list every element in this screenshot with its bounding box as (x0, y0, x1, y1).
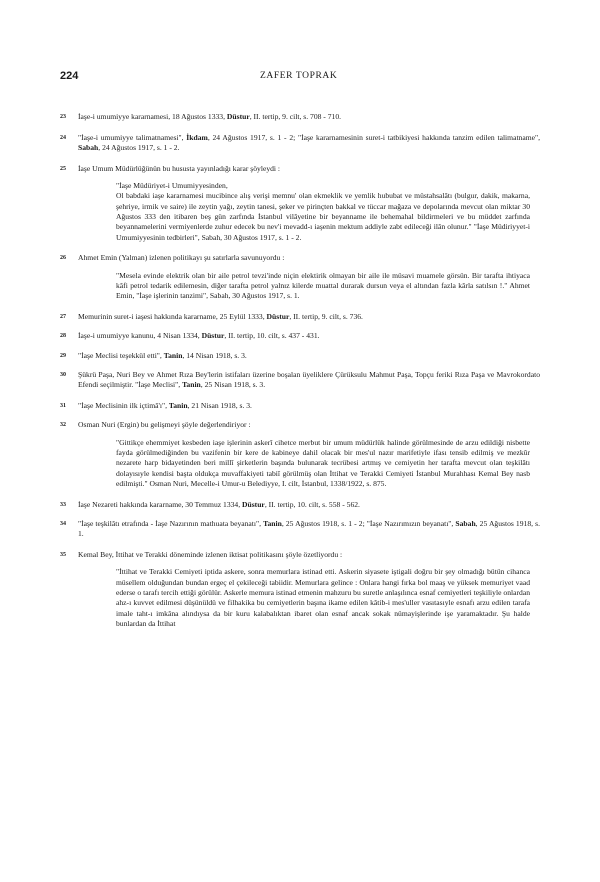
running-head: ZAFER TOPRAK (260, 71, 338, 81)
footnote-26: 26 Ahmet Emin (Yalman) izlenen politikayı şu satırlarla savunuyordu : "Mesela evinde elektrik olan bir aile petrol tevzi'inde niçin elektirik olmayan bir aile ile müsavi muamele görsün. Bir tarafta ihtiyaca kâfi petrol tedarik edilemesin, diğer tarafta petrol yalnız kilerde muattal durarak dursun veya el altından fazla kârla satılsın !." Ahmet Emin, "İaşe işlerinin tanzimi", Sabah, 30 Ağustos 1917, s. 1. (60, 253, 530, 301)
footnote-number: 30 (60, 372, 66, 379)
footnote-35: 35 Kemal Bey, İttihat ve Terakki döneminde izlenen iktisat politikasını şöyle özetliyordu : "İttihat ve Terakki Cemiyeti iptida askere, sonra memurlara istinad etti. Askerin siyasete iştigali doğru bir şey olmadığı bütün cihanca müsellem olduğundan bundan ergeç el çekileceği tabiidir. Memurlara gelince : Onlara hangi fırka bol maaş ve yüksek memuriyet vaad ederse o tarafı tercih ettiği görülür. Askerle memura istinad etmenin mahzuru bu suretle anlaşılınca esnaf cemiyetleri teşkiliyle onlardan ahz-ı kuvvet edilmesi düşünüldü ve filhakika bu cemiyetlerin başına ikame edilen kâtib-i mes'uller vasıtasıyle esnafı arzu edilen tarafa imale taht-ı imkâna alındıysa da bir kuru kalabalıktan ibaret olan esnaf ancak sokak nümayişlerinde işe yaramaktadır. Şu halde bunlardan da İttihat (60, 550, 530, 628)
page-number: 224 (60, 70, 79, 82)
footnote-number: 23 (60, 114, 66, 120)
footnote-number: 35 (60, 552, 66, 559)
footnote-number: 26 (60, 255, 66, 262)
block-quote: "Gittikçe ehemmiyet kesbeden iaşe işlerinin askerî cihetce merbut bir umum müdürlük halinde görülmesinde de arzu edildiği nisbette fayda görülmediğinden bu vazifenin bir kere de kabineye dahil olacak bir mes'ul nazır marifetiyle ifası tensib edilmiş ve mezkûr nezarete harp bidayetinden beri millî şirketlerin başında bulunarak tecrübesi artmış ve cemiyetin her tarafta mevcut olan teşkilâtı dolayısıyle kendisi başta oldukça muvaffakiyeti tabiî görülmüş olan İttihat ve Terakki Cemiyeti İstanbul Murahhası Kemal Bey nasb edilmişti." Osman Nuri, Mecelle-i Umur-u Belediyye, I. cilt, İstanbul, 1338/1922, s. 875. (116, 437, 530, 488)
block-quote: "Mesela evinde elektrik olan bir aile petrol tevzi'inde niçin elektirik olmayan bir aile ile müsavi muamele görsün. Bir tarafta ihtiyaca kâfi petrol tedarik edilemesin, diğer tarafta petrol yalnız kilerde muattal durarak dursun veya el altından fazla kârla satılsın !." Ahmet Emin, "İaşe işlerinin tanzimi", Sabah, 30 Ağustos 1917, s. 1. (116, 270, 530, 301)
footnote-23: 23 İaşe-i umumiyye kararnamesi, 18 Ağustos 1333, Düstur, II. tertip, 9. cilt, s. 708 - 710. (60, 112, 342, 121)
footnote-number: 24 (60, 134, 66, 141)
block-quote: "İttihat ve Terakki Cemiyeti iptida askere, sonra memurlara istinad etti. Askerin siyasete iştigali doğru bir şey olmadığı bütün cihanca müsellem olduğundan bundan ergeç el çekileceği tabiidir. Memurlara gelince : Onlara hangi fırka bol maaş ve yüksek memuriyet vaad ederse o tarafı tercih ettiği görülür. Askerle memura istinad etmenin mahzuru bu suretle anlaşılınca esnaf cemiyetleri teşkiliyle onlardan ahz-ı kuvvet edilmesi düşünüldü ve filhakika bu cemiyetlerin başına ikame edilen kâtib-i mes'uller vasıtasıyle esnafı arzu edilen tarafa imale taht-ı imkâna alındıysa da bir kuru kalabalıktan ibaret olan esnaf ancak sokak nümayişlerinde işe yaramaktadır. Şu halde bunlardan da İttihat (116, 567, 530, 628)
footnote-number: 29 (60, 352, 66, 359)
footnote-28: 28 İaşe-i umumiyye kanunu, 4 Nisan 1334, Düstur, II. tertip, 10. cilt, s. 437 - 431. (60, 331, 320, 341)
footnote-27: 27 Memurinin suret-i iaşesi hakkında kararname, 25 Eylül 1333, Düstur, II. tertip, 9. cilt, s. 736. (60, 312, 363, 322)
block-quote: "İaşe Müdüriyet-i Umumiyyesinden, Ol babdaki iaşe kararnamesi mucibince alış verişi memnu' olan ekmeklik ve yemlik hububat ve müstahsalâtı (bulgur, dakik, makarna, şehriye, irmik ve saire) ile zeytin yağı, zeytin tanesi, şeker ve pirinçten bakkal ve tüccar mağaza ve depolarında mevcut olan miktar 30 Ağustos 333 den itibaren beş gün zarfında İstanbul vilâyetine bir beyanname ile behemahal bildirmeleri ve bu müddet zarfında beyannamelerini vermiyenlerde zuhur edecek bu nev'i mevadd-ı iaşenin mektum addiyle zabt edileceği ilân olunur." "İaşe Müdiriyyet-i Umumiyyesinin tedbirleri", Sabah, 30 Ağustos 1917, s. 1 - 2. (116, 181, 530, 242)
footnote-number: 28 (60, 333, 66, 340)
footnote-31: 31 "İaşe Meclisinin ilk içtimâ'ı", Tanin, 21 Nisan 1918, s. 3. (60, 401, 252, 411)
footnote-number: 32 (60, 422, 66, 429)
footnote-number: 27 (60, 314, 66, 321)
footnote-30: 30 Şükrü Paşa, Nuri Bey ve Ahmet Rıza Bey'lerin istifaları üzerine boşalan üyeliklere Çürüksulu Mahmut Paşa, Topçu feriki Rıza Paşa ve Mavrokordato Efendi seçilmiştir. "İaşe Meclisi", Tanin, 25 Nisan 1918, s. 3. (60, 370, 540, 390)
footnote-25: 25 İaşe Umum Müdürlüğünün bu hususta yayınladığı karar şöyleydi : "İaşe Müdüriyet-i Umumiyyesinden, Ol babdaki iaşe kararnamesi mucibince alış verişi memnu' olan ekmeklik ve yemlik hububat ve müstahsalâtı (bulgur, dakik, makarna, şehriye, irmik ve saire) ile zeytin yağı, zeytin tanesi, şeker ve pirinçten bakkal ve tüccar mağaza ve depolarında mevcut olan miktar 30 Ağustos 333 den itibaren beş gün zarfında İstanbul vilâyetine bir beyanname ile behemahal bildirmeleri ve bu müddet zarfında beyannamelerini vermiyenlerde zuhur edecek bu nev'i mevadd-ı iaşenin mektum addiyle zabt edileceği ilân olunur." "İaşe Müdiriyyet-i Umumiyyesinin tedbirleri", Sabah, 30 Ağustos 1917, s. 1 - 2. (60, 163, 530, 242)
footnote-32: 32 Osman Nuri (Ergin) bu gelişmeyi şöyle değerlendiriyor : "Gittikçe ehemmiyet kesbeden iaşe işlerinin askerî cihetce merbut bir umum müdürlük halinde görülmesinde de arzu edildiği nisbette fayda görülmediğinden bu vazifenin bir kere de kabineye dahil olacak bir mes'ul nazır marifetiyle ifası tensib edilmiş ve mezkûr nezarete harp bidayetinden beri millî şirketlerin başında bulunarak tecrübesi artmış ve cemiyetin her tarafta mevcut olan teşkilâtı dolayısıyle kendisi başta oldukça muvaffakiyeti tabiî görülmüş olan İttihat ve Terakki Cemiyeti İstanbul Murahhası Kemal Bey nasb edilmişti." Osman Nuri, Mecelle-i Umur-u Belediyye, I. cilt, İstanbul, 1338/1922, s. 875. (60, 420, 530, 488)
footnote-number: 31 (60, 403, 66, 410)
footnotes (60, 112, 540, 629)
footnote-33: 33 İaşe Nezareti hakkında kararname, 30 Temmuz 1334, Düstur, II. tertip, 10. cilt, s. 558 - 562. (60, 499, 360, 509)
footnote-24: 24 "İaşe-i umumiyye talimatnamesi", İkdam, 24 Ağustos 1917, s. 1 - 2; "İaşe kararnamesinin suret-i tatbikiyesi hakkında tanzim edilen talimatname", Sabah, 24 Ağustos 1917, s. 1 - 2. (60, 132, 540, 153)
footnote-34: 34 "İaşe teşkilâtı etrafında - İaşe Nazırının mathuata beyanatı", Tanin, 25 Ağustos 1918, s. 1 - 2; "İaşe Nazırımızın beyanatı", Sabah, 25 Ağustos 1918, s. 1. (60, 519, 540, 539)
footnote-number: 25 (60, 165, 66, 172)
footnote-29: 29 "İaşe Meclisi teşekkül etti", Tanin, 14 Nisan 1918, s. 3. (60, 350, 247, 360)
footnote-number: 33 (60, 501, 66, 508)
page-header (60, 70, 540, 90)
footnote-number: 34 (60, 521, 66, 528)
